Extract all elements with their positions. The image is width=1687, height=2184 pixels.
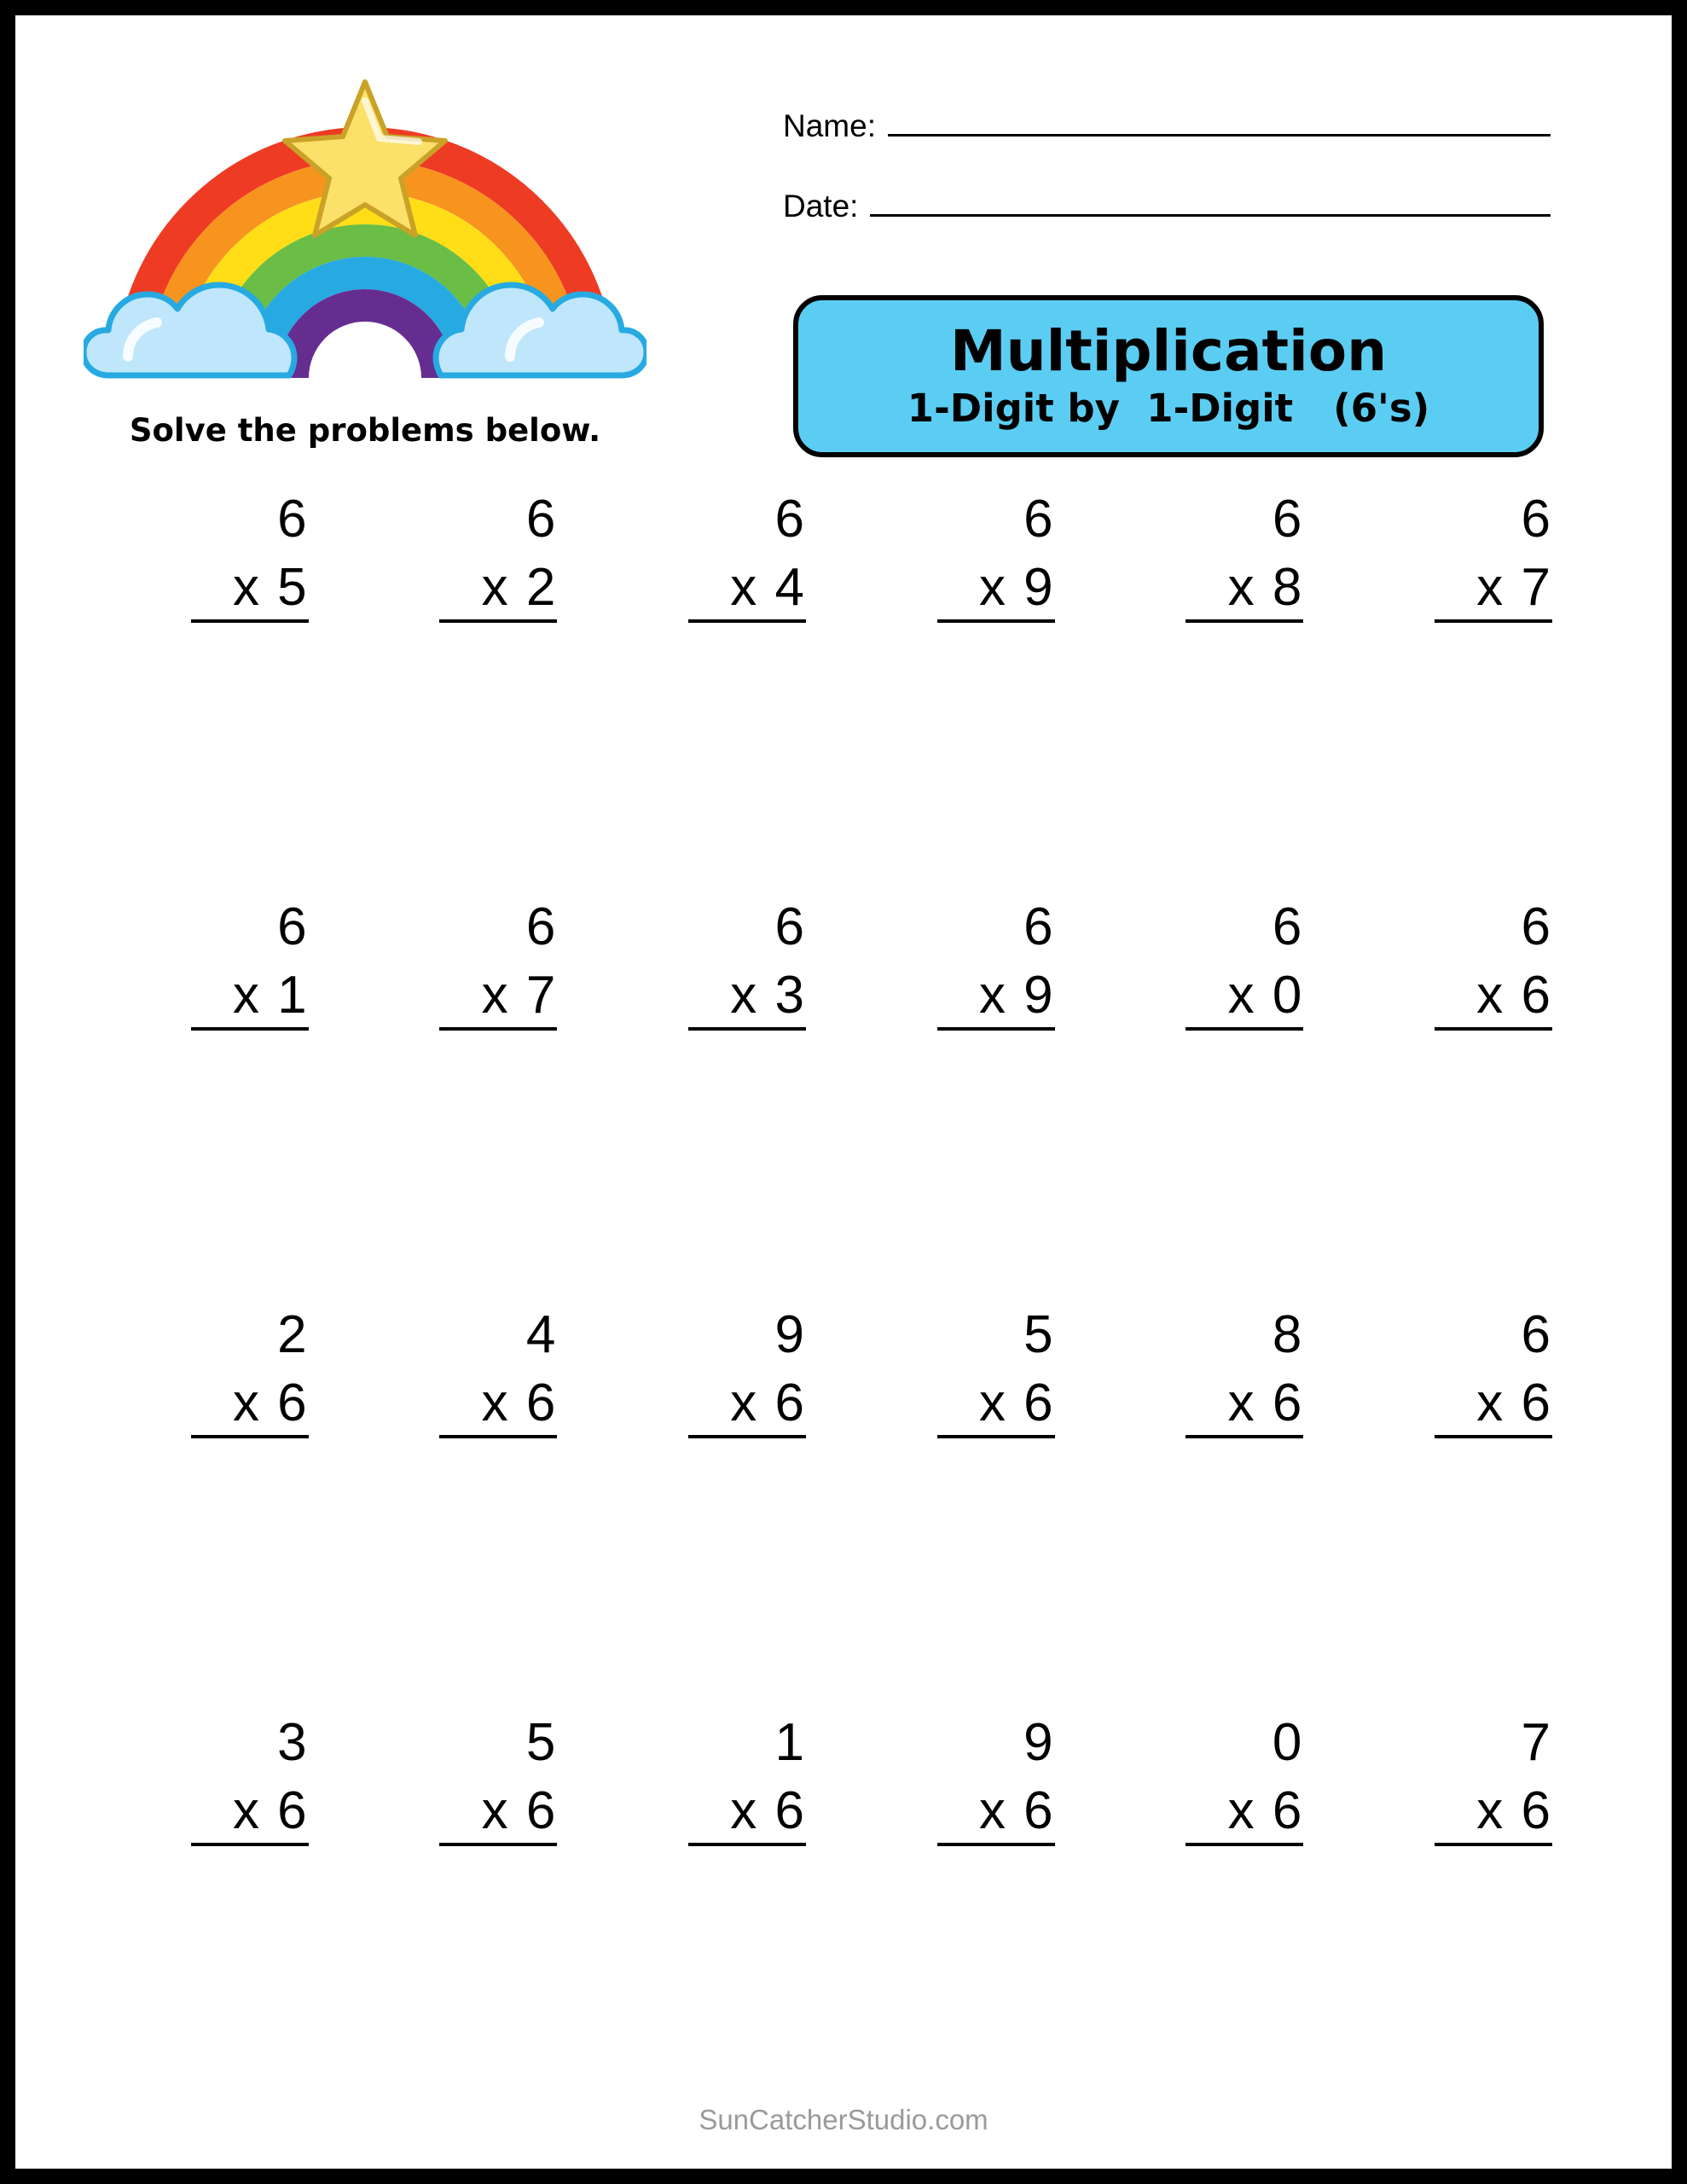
problem-item (1341, 490, 1590, 901)
problem-multiplier: x 6 (1227, 1781, 1304, 1840)
problem-multiplier: x 1 (232, 966, 309, 1025)
answer-line[interactable] (688, 1435, 806, 1438)
answer-line[interactable] (1186, 1435, 1303, 1438)
problem-multiplier: x 5 (232, 558, 309, 617)
name-input-line[interactable] (888, 105, 1551, 136)
problem-multiplicand: 6 (277, 490, 309, 549)
rainbow-illustration (84, 75, 646, 449)
problem-multiplier: x 6 (1227, 1374, 1304, 1432)
answer-line[interactable] (688, 1027, 806, 1031)
answer-line[interactable] (937, 1435, 1055, 1438)
rainbow-star-clouds-icon (84, 75, 646, 408)
title-banner (793, 295, 1544, 457)
problem-multiplicand: 6 (525, 897, 558, 956)
problem-item (97, 897, 346, 1309)
problem-item (1093, 490, 1342, 901)
problem-item (844, 1305, 1093, 1716)
footer-credit: SunCatcherStudio.com (699, 2104, 988, 2135)
answer-line[interactable] (191, 1843, 309, 1846)
answer-line[interactable] (1186, 1843, 1303, 1846)
answer-line[interactable] (439, 1027, 557, 1031)
answer-line[interactable] (191, 619, 309, 623)
problem-multiplier: x 6 (481, 1374, 558, 1432)
problem-item (1341, 1713, 1590, 2124)
problem-multiplicand: 6 (1521, 1305, 1552, 1364)
problem-multiplier: x 2 (481, 558, 558, 617)
problem-multiplier: x 6 (730, 1781, 806, 1840)
problem-multiplier: x 7 (1476, 558, 1552, 617)
problem-multiplicand: 8 (1272, 1305, 1304, 1364)
problem-multiplicand: 9 (1023, 1713, 1055, 1772)
problem-item (594, 1713, 844, 2124)
answer-line[interactable] (1186, 1027, 1303, 1031)
problem-multiplicand: 6 (1272, 490, 1304, 549)
problem-multiplicand: 2 (277, 1305, 309, 1364)
problem-item (1341, 897, 1590, 1309)
problem-multiplier: x 0 (1227, 966, 1304, 1025)
answer-line[interactable] (439, 1843, 557, 1846)
problem-multiplier: x 3 (730, 966, 806, 1025)
problem-multiplicand: 4 (525, 1305, 558, 1364)
problem-multiplier: x 7 (481, 966, 558, 1025)
worksheet-content (15, 15, 1672, 2169)
problem-item (346, 1305, 595, 1716)
problem-multiplicand: 6 (1521, 490, 1552, 549)
problem-multiplier: x 6 (978, 1374, 1055, 1432)
answer-line[interactable] (937, 619, 1055, 623)
problem-multiplicand: 7 (1521, 1713, 1552, 1772)
title-subtitle: 1-Digit by 1-Digit (6's) (907, 386, 1430, 432)
answer-line[interactable] (688, 619, 806, 623)
problem-multiplier: x 9 (978, 558, 1055, 617)
problem-multiplier: x 6 (1476, 1781, 1552, 1840)
problem-multiplier: x 6 (232, 1781, 309, 1840)
answer-line[interactable] (439, 619, 557, 623)
problem-item (844, 1713, 1093, 2124)
answer-line[interactable] (1435, 1027, 1552, 1031)
answer-line[interactable] (439, 1435, 557, 1438)
problem-multiplier: x 6 (481, 1781, 558, 1840)
worksheet-header (15, 58, 1672, 449)
answer-line[interactable] (191, 1027, 309, 1031)
name-label: Name: (783, 108, 876, 143)
problem-multiplicand: 6 (1023, 897, 1055, 956)
answer-line[interactable] (1186, 619, 1303, 623)
date-field-row (783, 185, 1551, 224)
problem-multiplier: x 6 (1476, 1374, 1552, 1432)
problem-multiplicand: 5 (525, 1713, 558, 1772)
name-field-row (783, 105, 1551, 144)
problem-item (346, 490, 595, 901)
problem-item (1341, 1305, 1590, 1716)
problem-multiplier: x 6 (1476, 966, 1552, 1025)
problem-multiplicand: 1 (774, 1713, 806, 1772)
name-date-block (783, 105, 1551, 265)
answer-line[interactable] (1435, 1843, 1552, 1846)
problem-item (1093, 897, 1342, 1309)
problem-item (594, 897, 844, 1309)
problem-multiplicand: 0 (1272, 1713, 1304, 1772)
problem-multiplier: x 6 (232, 1374, 309, 1432)
answer-line[interactable] (1435, 1435, 1552, 1438)
answer-line[interactable] (937, 1027, 1055, 1031)
date-label: Date: (783, 189, 859, 224)
problem-multiplicand: 3 (277, 1713, 309, 1772)
problem-item (1093, 1713, 1342, 2124)
problem-multiplier: x 4 (730, 558, 806, 617)
problem-item (346, 897, 595, 1309)
problems-grid (97, 490, 1590, 2124)
problem-item (97, 490, 346, 901)
problem-multiplicand: 5 (1023, 1305, 1055, 1364)
problem-multiplicand: 6 (1521, 897, 1552, 956)
problem-multiplier: x 6 (978, 1781, 1055, 1840)
problem-multiplicand: 6 (774, 490, 806, 549)
problem-item (346, 1713, 595, 2124)
problem-multiplicand: 6 (277, 897, 309, 956)
problem-item (97, 1713, 346, 2124)
problem-multiplicand: 6 (1272, 897, 1304, 956)
answer-line[interactable] (191, 1435, 309, 1438)
problem-item (844, 490, 1093, 901)
problem-multiplicand: 9 (774, 1305, 806, 1364)
answer-line[interactable] (937, 1843, 1055, 1846)
instruction-text: Solve the problems below. (129, 412, 601, 449)
title-main: Multiplication (949, 317, 1388, 384)
problem-multiplier: x 9 (978, 966, 1055, 1025)
problem-multiplicand: 6 (1023, 490, 1055, 549)
answer-line[interactable] (1435, 619, 1552, 623)
problem-item (594, 1305, 844, 1716)
problem-multiplicand: 6 (774, 897, 806, 956)
problem-item (594, 490, 844, 901)
answer-line[interactable] (688, 1843, 806, 1846)
problem-item (1093, 1305, 1342, 1716)
problem-multiplier: x 8 (1227, 558, 1304, 617)
problem-multiplicand: 6 (525, 490, 558, 549)
problem-item (97, 1305, 346, 1716)
date-input-line[interactable] (870, 185, 1551, 217)
problem-multiplier: x 6 (730, 1374, 806, 1432)
problem-item (844, 897, 1093, 1309)
